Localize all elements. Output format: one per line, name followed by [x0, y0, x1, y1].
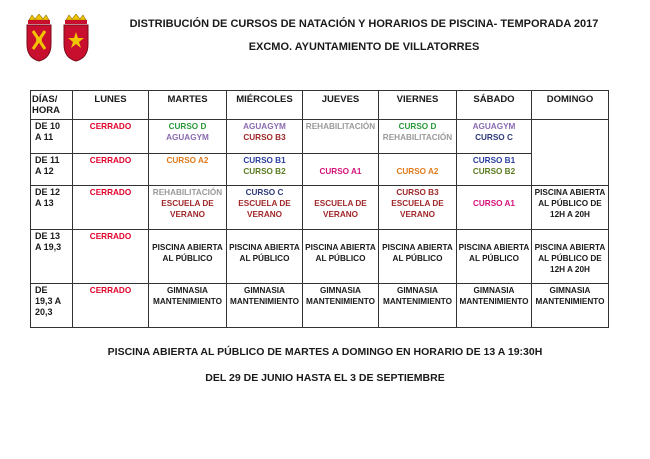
activity-label: CERRADO — [89, 156, 132, 165]
activity-label: AL PÚBLICO — [469, 254, 519, 263]
column-header: LUNES — [73, 91, 149, 120]
schedule-cell — [303, 284, 379, 328]
activity-label: CURSO A1 — [319, 167, 362, 176]
table-row — [31, 230, 609, 284]
document-subtitle: EXCMO. AYUNTAMIENTO DE VILLATORRES — [248, 41, 480, 53]
activity-label: CURSO B3 — [243, 133, 286, 142]
document-title: DISTRIBUCIÓN DE CURSOS DE NATACIÓN Y HORARIOS DE PISCINA- TEMPORADA 2017 — [129, 18, 599, 30]
activity-label: CURSO B3 — [396, 188, 439, 197]
schedule-cell — [379, 186, 457, 230]
hour-label-line: DE 11 — [35, 155, 60, 165]
schedule-cell — [73, 230, 149, 284]
table-row — [31, 154, 609, 186]
activity-label — [380, 155, 455, 166]
activity-label: CURSO A1 — [472, 199, 515, 208]
hour-label-line: A 13 — [35, 198, 54, 208]
activity-label: CURSO C — [245, 188, 284, 197]
activity-label: MANTENIMIENTO — [230, 297, 299, 306]
activity-label: PISCINA ABIERTA — [534, 188, 606, 197]
activity-label: VERANO — [246, 210, 283, 219]
column-header — [31, 91, 73, 120]
schedule-cell — [303, 120, 379, 154]
schedule-cell — [73, 120, 149, 154]
schedule-cell — [457, 230, 532, 284]
activity-label: VERANO — [322, 210, 359, 219]
activity-label: PISCINA ABIERTA — [458, 243, 530, 252]
schedule-cell — [149, 120, 227, 154]
schedule-cell — [457, 186, 532, 230]
hour-label-line: A 19,3 — [35, 242, 62, 252]
activity-label — [458, 231, 530, 242]
column-header: MIÉRCOLES — [227, 91, 303, 120]
schedule-cell — [532, 120, 609, 186]
schedule-cell — [149, 186, 227, 230]
activity-label: VERANO — [399, 210, 436, 219]
schedule-cell — [227, 154, 303, 186]
activity-label: AL PÚBLICO — [315, 254, 366, 263]
activity-label: CURSO D — [398, 122, 437, 131]
activity-label: PISCINA ABIERTA — [382, 243, 453, 252]
activity-label — [228, 231, 301, 242]
activity-label: PISCINA ABIERTA — [152, 243, 223, 252]
hour-label-line: DE — [35, 285, 48, 295]
activity-label: REHABILITACIÓN — [305, 122, 376, 131]
activity-label — [304, 231, 377, 242]
schedule-cell — [379, 230, 457, 284]
schedule-cell — [227, 284, 303, 328]
schedule-cell — [457, 120, 532, 154]
schedule-cell — [532, 186, 609, 230]
activity-label — [304, 155, 377, 166]
header-label-line: HORA — [32, 105, 60, 116]
hour-label-line: 20,3 — [35, 307, 53, 317]
schedule-cell — [227, 186, 303, 230]
activity-label: CERRADO — [89, 232, 132, 241]
table-row — [31, 186, 609, 230]
activity-label: VERANO — [169, 210, 206, 219]
schedule-cell — [149, 284, 227, 328]
activity-label: ESCUELA DE — [238, 199, 291, 208]
activity-label — [304, 187, 377, 198]
activity-label: PISCINA ABIERTA — [534, 243, 606, 252]
schedule-cell — [532, 284, 609, 328]
activity-label: CURSO A2 — [166, 156, 209, 165]
schedule-cell — [457, 284, 532, 328]
activity-label: CURSO B2 — [243, 167, 286, 176]
activity-label: MANTENIMIENTO — [153, 297, 222, 306]
activity-label: REHABILITACIÓN — [152, 188, 223, 197]
schedule-cell — [379, 120, 457, 154]
activity-label: MANTENIMIENTO — [306, 297, 375, 306]
activity-label: CURSO B1 — [243, 156, 286, 165]
column-header: MARTES — [149, 91, 227, 120]
hour-cell — [31, 120, 73, 154]
schedule-cell — [227, 120, 303, 154]
activity-label: CERRADO — [89, 122, 132, 131]
activity-label: GIMNASIA — [473, 286, 515, 295]
activity-label: MANTENIMIENTO — [535, 297, 605, 306]
activity-label: GIMNASIA — [549, 286, 591, 295]
activity-label: AL PÚBLICO — [239, 254, 290, 263]
activity-label: MANTENIMIENTO — [459, 297, 529, 306]
activity-label: AL PÚBLICO — [392, 254, 443, 263]
activity-label — [380, 231, 455, 242]
schedule-cell — [149, 154, 227, 186]
hour-label-line: A 11 — [35, 132, 54, 142]
activity-label — [533, 231, 607, 242]
activity-label: MANTENIMIENTO — [383, 297, 452, 306]
activity-label: AGUAGYM — [166, 133, 209, 142]
coat-of-arms-icon — [24, 14, 54, 62]
schedule-cell — [379, 154, 457, 186]
activity-label: PISCINA ABIERTA — [305, 243, 376, 252]
activity-label: GIMNASIA — [244, 286, 285, 295]
column-header: SÁBADO — [457, 91, 532, 120]
activity-label: 12H A 20H — [550, 265, 590, 274]
schedule-cell — [303, 230, 379, 284]
column-header: VIERNES — [379, 91, 457, 120]
activity-label: AGUAGYM — [243, 122, 286, 131]
table-row — [31, 120, 609, 154]
hour-label-line: DE 12 — [35, 187, 61, 197]
schedule-cell — [303, 154, 379, 186]
table-row — [31, 284, 609, 328]
activity-label — [150, 231, 225, 242]
hour-cell — [31, 186, 73, 230]
activity-label: REHABILITACIÓN — [382, 133, 453, 142]
column-header: JUEVES — [303, 91, 379, 120]
table-header-row — [31, 91, 609, 120]
coat-of-arms-icon — [61, 14, 91, 62]
schedule-cell — [73, 284, 149, 328]
activity-label: CURSO D — [168, 122, 207, 131]
hour-label-line: DE 10 — [35, 121, 61, 131]
schedule-cell — [73, 154, 149, 186]
hour-label-line: 19,3 A — [35, 296, 62, 306]
schedule-cell — [457, 154, 532, 186]
schedule-cell — [303, 186, 379, 230]
column-header: DOMINGO — [532, 91, 609, 120]
schedule-cell — [149, 230, 227, 284]
activity-label: 12H A 20H — [550, 210, 590, 219]
activity-label: AL PÚBLICO DE — [538, 199, 602, 208]
schedule-cell — [532, 230, 609, 284]
hour-cell — [31, 284, 73, 328]
hour-label-line: A 12 — [35, 166, 54, 176]
activity-label: ESCUELA DE — [391, 199, 444, 208]
hour-cell — [31, 154, 73, 186]
activity-label: CURSO C — [475, 133, 513, 142]
header-label-line: DÍAS/ — [32, 94, 58, 105]
activity-label — [458, 187, 530, 198]
hour-label-line: DE 13 — [35, 231, 61, 241]
schedule-cell — [227, 230, 303, 284]
activity-label: ESCUELA DE — [161, 199, 214, 208]
activity-label: GIMNASIA — [397, 286, 438, 295]
activity-label: PISCINA ABIERTA — [229, 243, 300, 252]
activity-label: CERRADO — [89, 188, 132, 197]
activity-label: CERRADO — [89, 286, 132, 295]
activity-label: AL PÚBLICO DE — [538, 254, 602, 263]
opening-hours-note: PISCINA ABIERTA AL PÚBLICO DE MARTES A DOMINGO EN HORARIO DE 13 A 19:30H — [107, 346, 543, 358]
schedule-cell — [73, 186, 149, 230]
activity-label: CURSO B2 — [472, 167, 516, 176]
hour-cell — [31, 230, 73, 284]
activity-label: CURSO A2 — [396, 167, 439, 176]
activity-label: AGUAGYM — [472, 122, 516, 131]
activity-label: GIMNASIA — [320, 286, 361, 295]
activity-label: ESCUELA DE — [314, 199, 367, 208]
schedule-table — [30, 90, 609, 328]
schedule-cell — [379, 284, 457, 328]
activity-label: CURSO B1 — [472, 156, 516, 165]
activity-label: GIMNASIA — [167, 286, 208, 295]
activity-label: AL PÚBLICO — [162, 254, 213, 263]
season-dates-note: DEL 29 DE JUNIO HASTA EL 3 DE SEPTIEMBRE — [205, 372, 445, 384]
